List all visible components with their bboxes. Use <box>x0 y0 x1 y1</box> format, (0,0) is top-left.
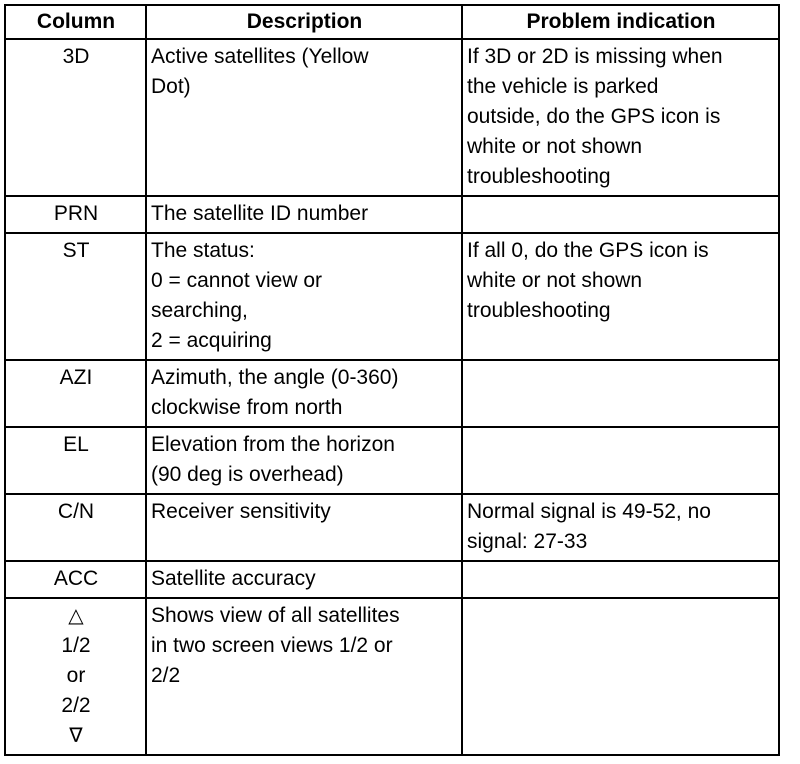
cell-column <box>5 494 146 561</box>
cell-line: 1/2 <box>61 634 91 657</box>
cell-column <box>5 427 146 494</box>
cell-line: searching, <box>151 299 248 322</box>
cell-line: ACC <box>53 567 99 590</box>
cell-column <box>5 360 146 427</box>
cell-description <box>146 598 462 755</box>
cell-line: The status: <box>151 239 255 262</box>
triangle-down-icon: ∇ <box>69 725 83 747</box>
cell-description <box>146 196 462 233</box>
table-row <box>5 233 779 360</box>
table-row <box>5 427 779 494</box>
table-row <box>5 39 779 196</box>
cell-problem-indication <box>462 561 779 598</box>
cell-description <box>146 360 462 427</box>
cell-line: Azimuth, the angle (0-360) <box>151 366 399 389</box>
cell-problem-indication <box>462 360 779 427</box>
cell-description <box>146 427 462 494</box>
table-row <box>5 494 779 561</box>
table-header <box>5 5 779 39</box>
cell-problem-indication <box>462 39 779 196</box>
cell-line: 2 = acquiring <box>151 329 272 352</box>
cell-line: PRN <box>53 202 99 225</box>
cell-column <box>5 598 146 755</box>
cell-line: white or not shown <box>467 135 643 158</box>
cell-line: Satellite accuracy <box>151 567 316 590</box>
cell-description <box>146 561 462 598</box>
cell-column <box>5 39 146 196</box>
table-row <box>5 598 779 755</box>
cell-problem-indication <box>462 196 779 233</box>
cell-line: in two screen views 1/2 or <box>151 634 393 657</box>
triangle-up-icon: △ <box>68 605 84 627</box>
cell-line: 0 = cannot view or <box>151 269 323 292</box>
table-row <box>5 196 779 233</box>
table-row <box>5 360 779 427</box>
cell-line: The satellite ID number <box>151 202 369 225</box>
cell-column <box>5 196 146 233</box>
cell-line: If all 0, do the GPS icon is <box>467 239 709 262</box>
header-description: Description <box>146 5 462 39</box>
cell-line: clockwise from north <box>151 396 343 419</box>
cell-problem-indication <box>462 598 779 755</box>
cell-line: Normal signal is 49-52, no <box>467 500 711 523</box>
cell-description <box>146 39 462 196</box>
header-column: Column <box>5 5 146 39</box>
cell-line: (90 deg is overhead) <box>151 463 344 486</box>
header-problem-indication: Problem indication <box>462 5 779 39</box>
cell-line: Active satellites (Yellow <box>151 45 369 68</box>
cell-line: troubleshooting <box>467 165 611 188</box>
cell-line: troubleshooting <box>467 299 611 322</box>
cell-description <box>146 494 462 561</box>
cell-column <box>5 233 146 360</box>
cell-line: Dot) <box>151 75 191 98</box>
cell-line: 2/2 <box>151 664 181 687</box>
cell-line: C/N <box>57 500 95 523</box>
cell-line: EL <box>63 433 89 456</box>
header-row <box>5 5 779 39</box>
table-body <box>5 39 779 755</box>
cell-line: Elevation from the horizon <box>151 433 395 456</box>
cell-line: 3D <box>62 45 90 68</box>
cell-description <box>146 233 462 360</box>
cell-line: Shows view of all satellites <box>151 604 400 627</box>
cell-line: the vehicle is parked <box>467 75 659 98</box>
cell-line: or <box>66 664 86 687</box>
cell-line: 2/2 <box>61 694 91 717</box>
cell-line: signal: 27-33 <box>467 530 588 553</box>
cell-line: AZI <box>59 366 93 389</box>
cell-line: outside, do the GPS icon is <box>467 105 721 128</box>
gps-status-table <box>4 4 780 756</box>
cell-line: If 3D or 2D is missing when <box>467 45 723 68</box>
cell-line: ST <box>62 239 90 262</box>
cell-problem-indication <box>462 494 779 561</box>
cell-problem-indication <box>462 233 779 360</box>
cell-problem-indication <box>462 427 779 494</box>
table-row <box>5 561 779 598</box>
cell-column <box>5 561 146 598</box>
cell-line: white or not shown <box>467 269 643 292</box>
cell-line: Receiver sensitivity <box>151 500 331 523</box>
